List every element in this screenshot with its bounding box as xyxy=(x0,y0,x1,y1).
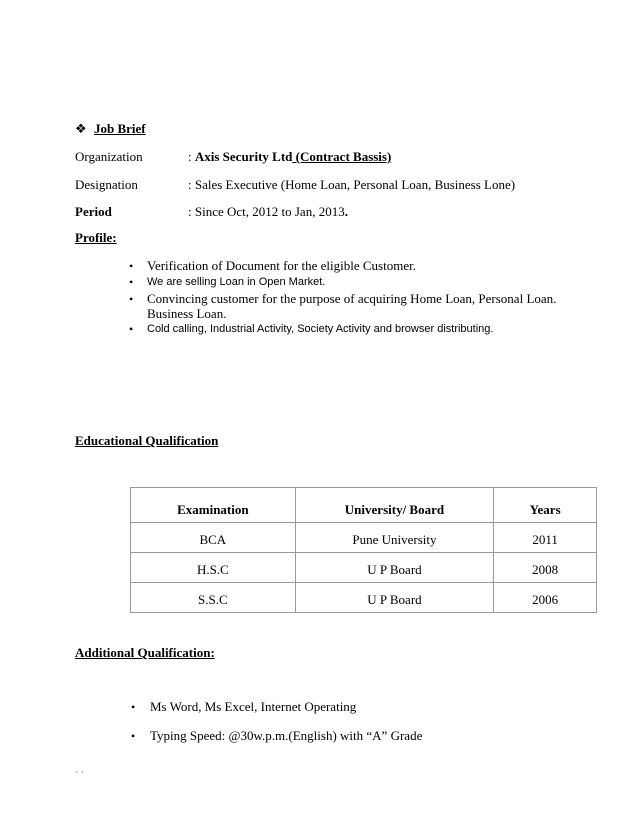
profile-item: We are selling Loan in Open Market. xyxy=(147,276,326,288)
column-header: University/ Board xyxy=(295,488,494,523)
bullet-icon: • xyxy=(129,292,134,306)
table-cell: BCA xyxy=(131,523,296,553)
bullet-icon: • xyxy=(131,729,136,743)
organization-label: Organization xyxy=(75,149,143,164)
table-row xyxy=(131,523,597,553)
profile-item: Verification of Document for the eligible Customer. xyxy=(147,258,416,273)
table-cell: S.S.C xyxy=(131,583,296,613)
job-brief-heading: Job Brief xyxy=(94,121,146,136)
column-header: Years xyxy=(494,488,597,523)
designation-label: Designation xyxy=(75,177,138,192)
period-label: Period xyxy=(75,204,112,219)
education-table xyxy=(130,487,597,613)
additional-heading: Additional Qualification: xyxy=(75,645,215,660)
table-cell: 2006 xyxy=(494,583,597,613)
diamond-bullet-icon: ❖ xyxy=(75,121,87,136)
additional-item: Typing Speed: @30w.p.m.(English) with “A” Grade xyxy=(150,728,423,743)
column-header: Examination xyxy=(131,488,296,523)
profile-heading: Profile: xyxy=(75,230,117,245)
table-cell: H.S.C xyxy=(131,553,296,583)
table-cell: 2008 xyxy=(494,553,597,583)
profile-item-continuation: Business Loan. xyxy=(147,306,227,321)
bullet-icon: • xyxy=(131,700,136,714)
table-cell: Pune University xyxy=(295,523,494,553)
table-row xyxy=(131,553,597,583)
period-value: : Since Oct, 2012 to Jan, 2013. xyxy=(188,204,348,219)
table-cell: U P Board xyxy=(295,583,494,613)
designation-value: : Sales Executive (Home Loan, Personal Loan, Business Lone) xyxy=(188,177,516,192)
bullet-icon: • xyxy=(129,275,134,289)
table-cell: 2011 xyxy=(494,523,597,553)
profile-item: Convincing customer for the purpose of acquiring Home Loan, Personal Loan. xyxy=(147,291,557,306)
table-row xyxy=(131,583,597,613)
bullet-icon: • xyxy=(129,322,134,336)
table-cell: U P Board xyxy=(295,553,494,583)
additional-item: Ms Word, Ms Excel, Internet Operating xyxy=(150,699,357,714)
bullet-icon: • xyxy=(129,259,134,273)
table-header-row xyxy=(131,488,597,523)
education-heading: Educational Qualification xyxy=(75,433,219,448)
footer-mark: ` ` xyxy=(75,771,85,782)
profile-item: Cold calling, Industrial Activity, Society Activity and browser distributing. xyxy=(147,323,494,335)
organization-value: : Axis Security Ltd (Contract Bassis) xyxy=(188,149,392,164)
